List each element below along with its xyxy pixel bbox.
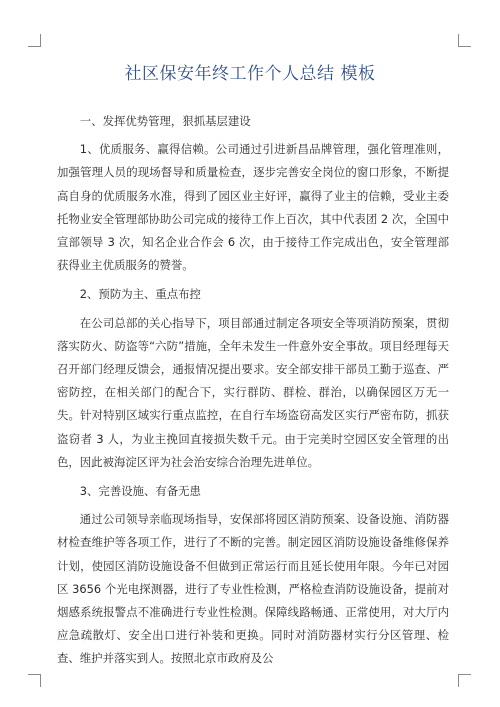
paragraph-facilities: 通过公司领导亲临现场指导，安保部将园区消防预案、设备设施、消防器材检查维护等各项工作，进行了不断的完善。制定园区消防设施设备维修保养计划，使园区消防设施设备不但做到正常运行而且延长使用年限。今年已对园区 3656 个光电探测器，进行了专业性检测，严格检查消防设施设备，提前对烟感系统报警点不准确进行专业性检测。保障线路畅通、正常使用，对大厅内应急疏散灯、安全出口进行补装和更换。同时对消防器材实行分区管理、检查、维护并落实到人。按照北京市政府及公 [57,512,449,666]
crop-mark-bottom-left [28,674,41,687]
crop-mark-bottom-right [458,674,471,687]
crop-mark-top-left [28,34,41,47]
crop-mark-top-right [458,34,471,47]
section-heading-2: 2、预防为主、重点布控 [79,287,201,302]
paragraph-prevention: 在公司总部的关心指导下，项目部通过制定各项安全等项消防预案，贯彻落实防火、防盗等“六防”措施，全年未发生一件意外安全事故。项目经理每天召开部门经理反馈会，通报情况提出要求。安全部安排干部员工勤于巡查、严密防控，在相关部门的配合下，实行群防、群检、群治，以确保园区万无一失。针对特别区域实行重点监控，在自行车场盗窃高发区实行严密布防，抓获盗窃者 3 人，为业主挽回直接损失数千元。由于完美时空园区安全管理的出色，因此被海淀区评为社会治安综合治理先进单位。 [57,315,449,469]
paragraph-service: 1、优质服务、赢得信赖。公司通过引进新昌品牌管理，强化管理准则，加强管理人员的现场督导和质量检查，逐步完善安全岗位的窗口形象，不断提高自身的优质服务水准，得到了园区业主好评，赢得了业主的信赖，受业主委托物业安全管理部协助公司完成的接待工作上百次，其中代表团 2 次，全国中宣部领导 3 次，知名企业合作会 6 次，由于接待工作完成出色，安全管理部获得业主优质服务的赞誉。 [57,142,449,273]
section-heading-1: 一、发挥优势管理，狠抓基层建设 [79,114,251,128]
section-heading-3: 3、完善设施、有备无患 [79,484,201,499]
document-title: 社区保安年终工作个人总结 模板 [124,64,376,84]
document-body [57,110,449,671]
